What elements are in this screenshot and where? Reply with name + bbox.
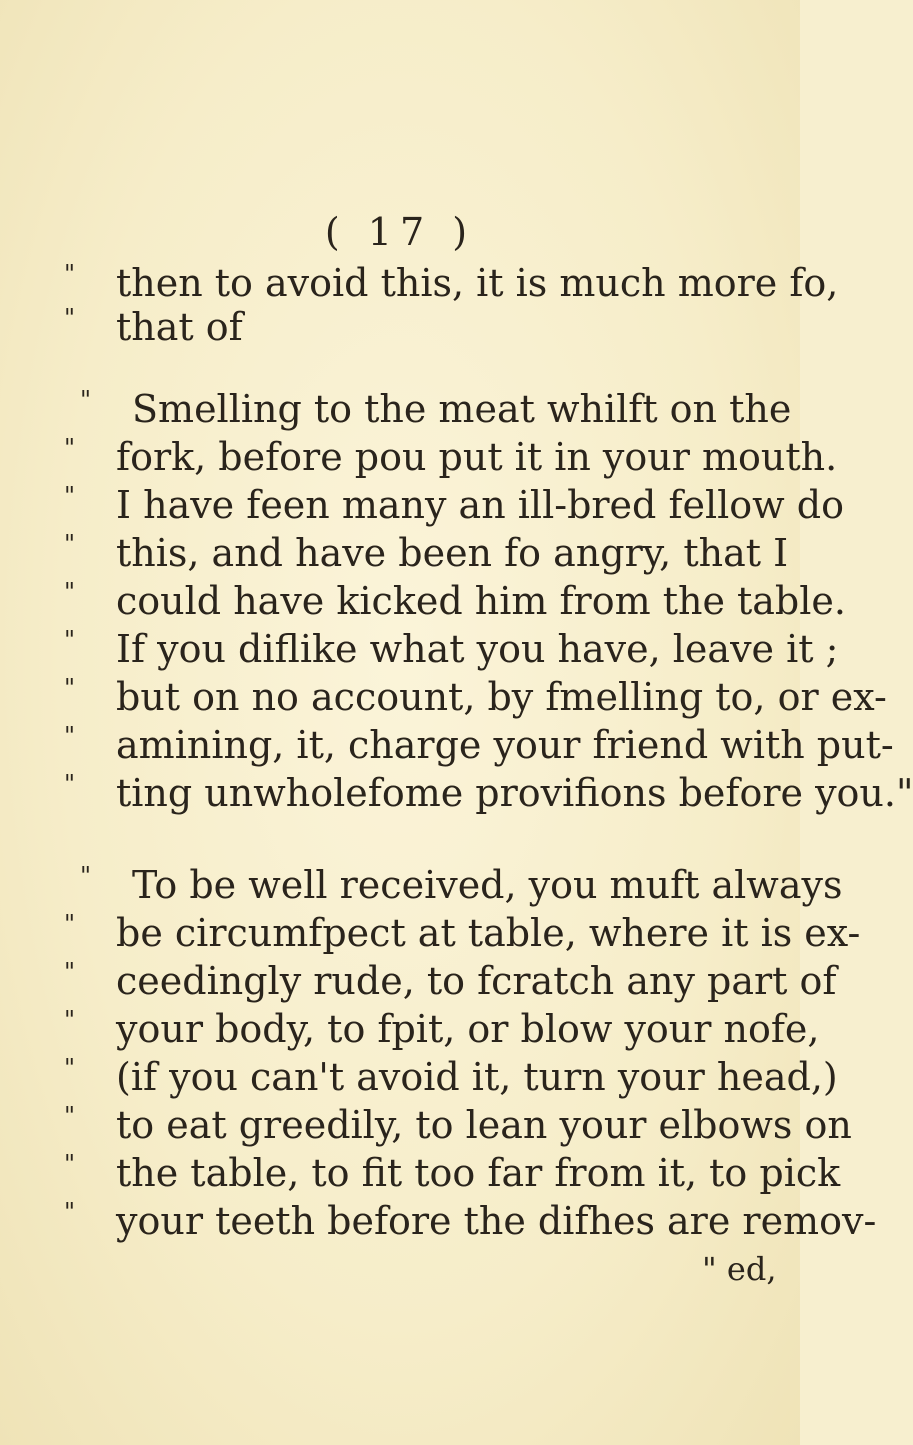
text-line	[80, 862, 843, 907]
line-text: but on no account, by fmelling to, or ex-	[116, 675, 887, 719]
quote-mark: "	[64, 626, 76, 654]
quote-mark: "	[64, 1054, 76, 1082]
line-text: the table, to fit too far from it, to pick	[116, 1151, 841, 1195]
quote-mark: "	[64, 770, 76, 798]
line-text: then to avoid this, it is much more fo,	[116, 261, 839, 305]
line-text: To be well received, you muft always	[132, 863, 843, 907]
quote-mark: "	[64, 722, 76, 750]
text-line	[64, 482, 844, 527]
line-text: to eat greedily, to lean your elbows on	[116, 1103, 852, 1147]
quote-mark: "	[64, 304, 76, 332]
text-line	[64, 1150, 841, 1195]
line-text: that of	[116, 305, 243, 349]
text-line	[64, 1102, 852, 1147]
line-text: amining, it, charge your friend with put-	[116, 723, 894, 767]
text-line	[64, 626, 839, 671]
text-line	[64, 260, 839, 305]
line-text: Smelling to the meat whilft on the	[132, 387, 792, 431]
quote-mark: "	[64, 1198, 76, 1226]
text-line	[64, 1198, 877, 1243]
page-number: ( 17 )	[324, 210, 476, 254]
quote-mark: "	[64, 578, 76, 606]
line-text: If you diflike what you have, leave it ;	[116, 627, 839, 671]
quote-mark: "	[64, 1006, 76, 1034]
quote-mark: "	[80, 386, 92, 414]
line-text: ting unwholefome provifions before you."	[116, 771, 913, 815]
text-line	[64, 304, 764, 349]
text-line	[64, 958, 837, 1003]
text-line	[64, 722, 894, 767]
line-text: be circumfpect at table, where it is ex-	[116, 911, 861, 955]
text-line	[64, 530, 789, 575]
quote-mark: "	[64, 1150, 76, 1178]
text-line	[80, 386, 792, 431]
quote-mark: "	[64, 674, 76, 702]
quote-mark: "	[64, 1102, 76, 1130]
text-line	[64, 1054, 838, 1099]
line-text: your teeth before the difhes are remov-	[116, 1199, 877, 1243]
line-text: (if you can't avoid it, turn your head,)	[116, 1055, 838, 1099]
quote-mark: "	[64, 530, 76, 558]
text-line	[64, 910, 861, 955]
quote-mark: "	[64, 910, 76, 938]
text-line	[64, 770, 913, 815]
quote-mark: "	[64, 958, 76, 986]
line-text: this, and have been fo angry, that I	[116, 531, 789, 575]
line-text: your body, to fpit, or blow your nofe,	[116, 1007, 820, 1051]
quote-mark: "	[64, 482, 76, 510]
text-line	[64, 578, 846, 623]
text-line	[64, 1006, 820, 1051]
line-text: could have kicked him from the table.	[116, 579, 846, 623]
quote-mark: "	[64, 434, 76, 462]
quote-mark: "	[80, 862, 92, 890]
line-text: ceedingly rude, to fcratch any part of	[116, 959, 837, 1003]
catchword: " ed,	[702, 1250, 777, 1288]
text-line	[64, 434, 838, 479]
text-line	[64, 674, 887, 719]
line-text: fork, before pou put it in your mouth.	[116, 435, 838, 479]
quote-mark: "	[64, 260, 76, 288]
line-text: I have feen many an ill-bred fellow do	[116, 483, 844, 527]
